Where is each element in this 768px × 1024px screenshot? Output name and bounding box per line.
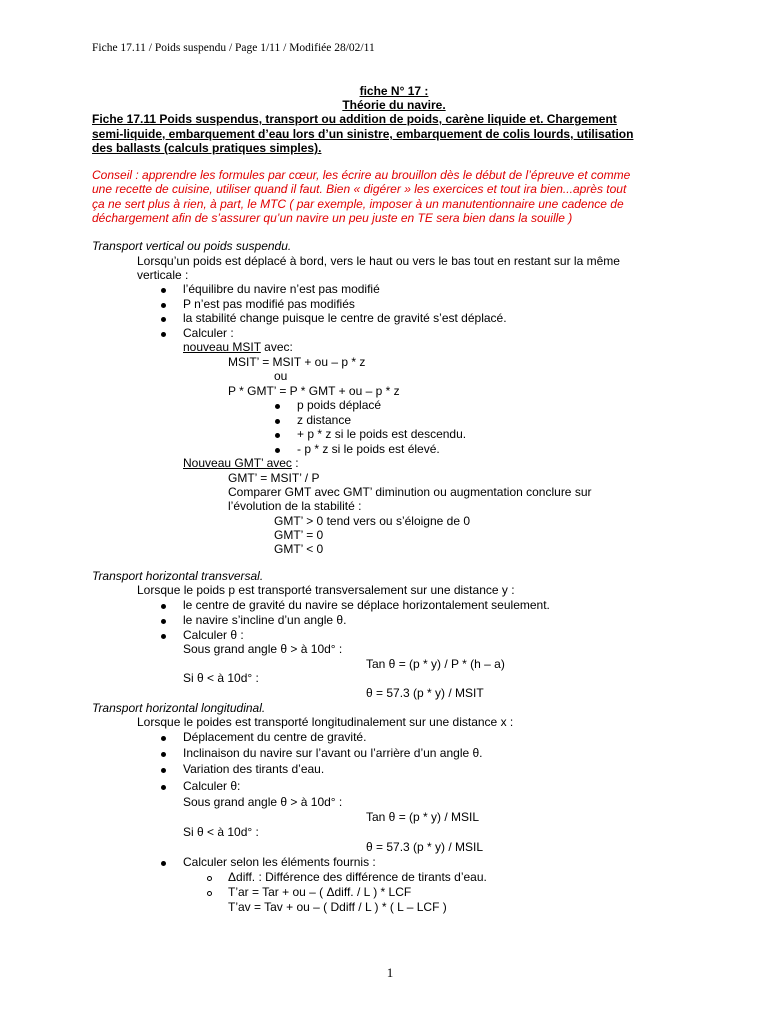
conseil-line-2: une recette de cuisine, utiliser quand il faut. Bien « digérer » les exercices et tout ira bien...après tout <box>92 182 627 196</box>
transversal-bullet-2: le navire s’incline d’un angle θ. <box>183 613 347 627</box>
longitudinal-large-angle: Sous grand angle θ > à 10d° : <box>183 795 343 809</box>
bullet-icon <box>161 861 166 866</box>
longitudinal-bullet-4: Calculer θ: <box>183 779 241 793</box>
bullet-icon <box>161 634 166 639</box>
conseil-line-4: déchargement afin de s’assurer qu’un navire un peu juste en TE sera bien dans la souille ) <box>92 211 573 225</box>
bullet-icon <box>161 317 166 322</box>
bullet-icon <box>275 419 280 424</box>
page-header: Fiche 17.11 / Poids suspendu / Page 1/11 / Modifiée 28/02/11 <box>92 42 375 54</box>
new-gmt-line <box>183 456 299 471</box>
fiche-number: fiche N° 17 : <box>359 84 429 98</box>
vertical-intro-1: Lorsqu’un poids est déplacé à bord, vers le haut ou vers le bas tout en restant sur la même <box>137 254 620 268</box>
fiche-subject: Théorie du navire. <box>342 98 446 112</box>
bullet-icon <box>161 785 166 790</box>
fiche-title-line-3: des ballasts (calculs pratiques simples). <box>92 141 322 155</box>
vertical-bullet-3: la stabilité change puisque le centre de gravité s’est déplacé. <box>183 311 507 325</box>
msit-label: nouveau MSIT <box>183 340 261 354</box>
fiche-title-line-1: Fiche 17.11 Poids suspendus, transport ou addition de poids, carène liquide et. Chargement <box>92 112 617 126</box>
bullet-icon <box>161 752 166 757</box>
compare-line-1: Comparer GMT avec GMT’ diminution ou augmentation conclure sur <box>228 485 592 499</box>
bullet-icon <box>275 433 280 438</box>
new-gmt-suffix: : <box>291 456 299 470</box>
gmt-calc: GMT’ = MSIT’ / P <box>228 471 320 485</box>
circle-bullet-icon <box>207 876 212 881</box>
vertical-bullet-2: P n’est pas modifié pas modifiés <box>183 297 355 311</box>
longitudinal-small-formula: θ = 57.3 (p * y) / MSIL <box>366 840 484 854</box>
bullet-icon <box>275 448 280 453</box>
transversal-small-angle: Si θ < à 10d° : <box>183 671 259 685</box>
longitudinal-tav-formula: T’av = Tav + ou – ( Ddiff / L ) * ( L – LCF ) <box>228 900 447 914</box>
longitudinal-bullet-1: Déplacement du centre de gravité. <box>183 730 367 744</box>
gmt-case-3: GMT’ < 0 <box>274 542 324 556</box>
section-heading-transversal: Transport horizontal transversal. <box>92 569 264 583</box>
bullet-icon <box>161 619 166 624</box>
or-text: ou <box>274 369 288 383</box>
gmt-case-2: GMT’ = 0 <box>274 528 324 542</box>
vertical-bullet-4: Calculer : <box>183 326 234 340</box>
bullet-icon <box>161 303 166 308</box>
longitudinal-tan-formula: Tan θ = (p * y) / MSIL <box>366 810 480 824</box>
page-number: 1 <box>386 965 394 980</box>
circle-bullet-icon <box>207 891 212 896</box>
gmt-case-1: GMT’ > 0 tend vers ou s’éloigne de 0 <box>274 514 470 528</box>
longitudinal-intro: Lorsque le poides est transporté longitudinalement sur une distance x : <box>137 715 514 729</box>
fiche-title-line-2: semi-liquide, embarquement d’eau lors d’un sinistre, embarquement de colis lourds, utilisation <box>92 127 634 141</box>
bullet-icon <box>161 604 166 609</box>
bullet-icon <box>275 404 280 409</box>
transversal-bullet-3: Calculer θ : <box>183 628 244 642</box>
bullet-icon <box>161 332 166 337</box>
transversal-large-angle: Sous grand angle θ > à 10d° : <box>183 642 343 656</box>
conseil-line-1: Conseil : apprendre les formules par cœur, les écrire au brouillon dès le début de l’épreuve et comme <box>92 168 631 182</box>
transversal-small-formula: θ = 57.3 (p * y) / MSIT <box>366 686 484 700</box>
longitudinal-bullet-3: Variation des tirants d’eau. <box>183 762 325 776</box>
section-heading-vertical: Transport vertical ou poids suspendu. <box>92 239 292 253</box>
conseil-line-3: ça ne sert plus à rien, à part, le MTC ( par exemple, imposer à un manutentionnaire une cadence de <box>92 197 624 211</box>
new-gmt-label: Nouveau GMT’ avec <box>183 456 292 470</box>
compare-line-2: l’évolution de la stabilité : <box>228 499 362 513</box>
vertical-intro-2: verticale : <box>137 268 189 282</box>
longitudinal-sub-item-2: T’ar = Tar + ou – ( Δdiff. / L ) * LCF <box>228 885 412 899</box>
transversal-bullet-1: le centre de gravité du navire se déplace horizontalement seulement. <box>183 598 550 612</box>
msit-formula: MSIT’ = MSIT + ou – p * z <box>228 355 366 369</box>
longitudinal-small-angle: Si θ < à 10d° : <box>183 825 259 839</box>
longitudinal-sub-item-1: Δdiff. : Différence des différence de tirants d’eau. <box>228 870 487 884</box>
longitudinal-calc-elements: Calculer selon les éléments fournis : <box>183 855 376 869</box>
gmt-formula: P * GMT’ = P * GMT + ou – p * z <box>228 384 400 398</box>
transversal-tan-formula: Tan θ = (p * y) / P * (h – a) <box>366 657 505 671</box>
bullet-icon <box>161 736 166 741</box>
bullet-icon <box>161 288 166 293</box>
longitudinal-bullet-2: Inclinaison du navire sur l’avant ou l’arrière d’un angle θ. <box>183 746 483 760</box>
bullet-icon <box>161 768 166 773</box>
section-heading-longitudinal: Transport horizontal longitudinal. <box>92 701 266 715</box>
sub-bullet-3: + p * z si le poids est descendu. <box>297 427 467 441</box>
msit-label-suffix: avec: <box>260 340 293 354</box>
sub-bullet-1: p poids déplacé <box>297 398 382 412</box>
sub-bullet-4: - p * z si le poids est élevé. <box>297 442 440 456</box>
msit-label-line <box>183 340 293 355</box>
sub-bullet-2: z distance <box>297 413 352 427</box>
transversal-intro: Lorsque le poids p est transporté transversalement sur une distance y : <box>137 583 515 597</box>
vertical-bullet-1: l’équilibre du navire n’est pas modifié <box>183 282 380 296</box>
